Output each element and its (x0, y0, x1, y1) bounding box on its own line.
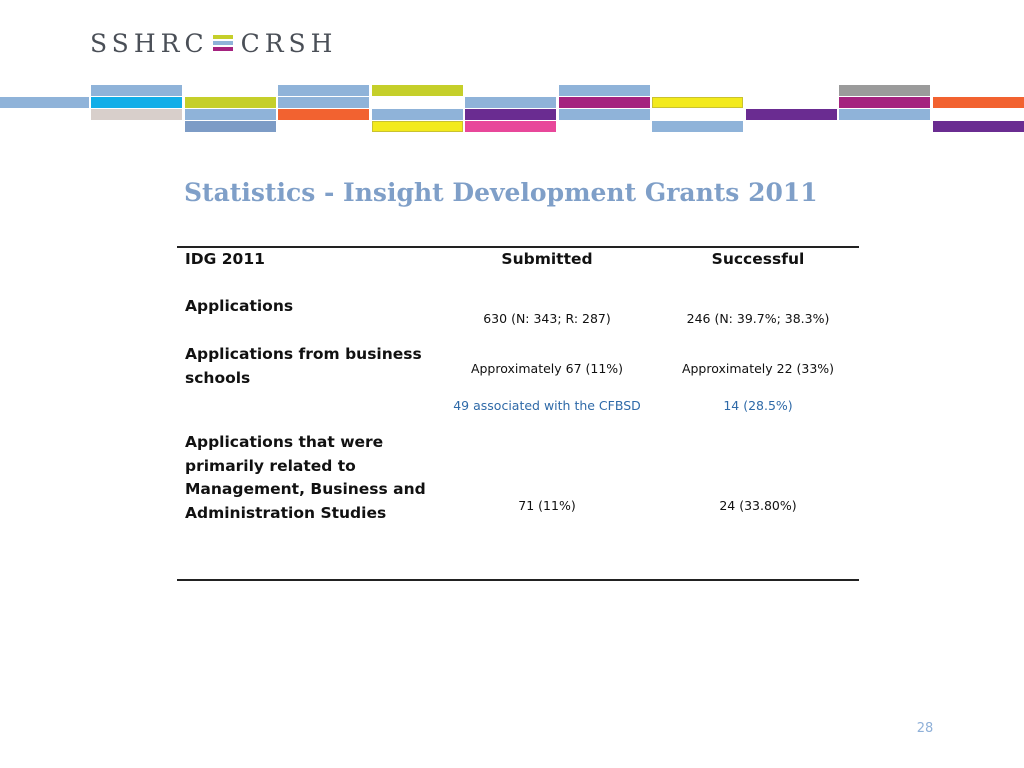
decor-bar (559, 85, 650, 96)
decor-bar (652, 121, 743, 132)
decorative-color-bars (0, 0, 1024, 140)
management-studies-submitted: 71 (11%) (518, 498, 576, 513)
decor-bar (0, 97, 89, 108)
decor-bar (559, 109, 650, 120)
row-label-management-studies: Applications that were primarily related to Management, Business and Administration Studies (185, 433, 426, 522)
decor-bar (559, 97, 650, 108)
decor-bar (91, 85, 182, 96)
decor-bar (839, 97, 930, 108)
decor-bar (185, 121, 276, 132)
table-bottom-rule (177, 579, 859, 581)
decor-bar (278, 109, 369, 120)
business-schools-successful: Approximately 22 (33%) (681, 361, 835, 376)
logo-left-text: SSHRC (90, 28, 209, 58)
row-label-business-schools: Applications from business schools (185, 345, 422, 387)
header-idg-2011: IDG 2011 (185, 250, 265, 268)
decor-bar (278, 97, 369, 108)
decor-bar (933, 97, 1024, 108)
cfbsd-submitted: 49 associated with the CFBSD (453, 398, 641, 413)
decor-bar (839, 85, 930, 96)
business-schools-submitted: Approximately 67 (11%) (470, 361, 624, 376)
decor-bar (372, 109, 463, 120)
header-successful: Successful (711, 250, 805, 268)
row-label-applications: Applications (185, 297, 294, 315)
header-submitted: Submitted (501, 250, 593, 268)
applications-successful: 246 (N: 39.7%; 38.3%) (686, 311, 830, 326)
management-studies-successful: 24 (33.80%) (719, 498, 797, 513)
decor-bar (91, 97, 182, 108)
decor-bar (933, 121, 1024, 132)
decor-bar (372, 121, 463, 132)
decor-bar (465, 97, 556, 108)
decor-bar (465, 109, 556, 120)
decor-bar (185, 109, 276, 120)
decor-bar (839, 109, 930, 120)
decor-bar (278, 85, 369, 96)
slide-title: Statistics - Insight Development Grants 2011 (184, 178, 818, 207)
decor-bar (746, 109, 837, 120)
decor-bar (465, 121, 556, 132)
decor-bar (185, 97, 276, 108)
decor-bar (652, 97, 743, 108)
decor-bar (91, 109, 182, 120)
decor-bar (372, 85, 463, 96)
applications-submitted: 630 (N: 343; R: 287) (483, 311, 611, 326)
cfbsd-successful: 14 (28.5%) (723, 398, 793, 413)
logo-right-text: CRSH (240, 28, 338, 58)
page-number: 28 (916, 721, 934, 736)
